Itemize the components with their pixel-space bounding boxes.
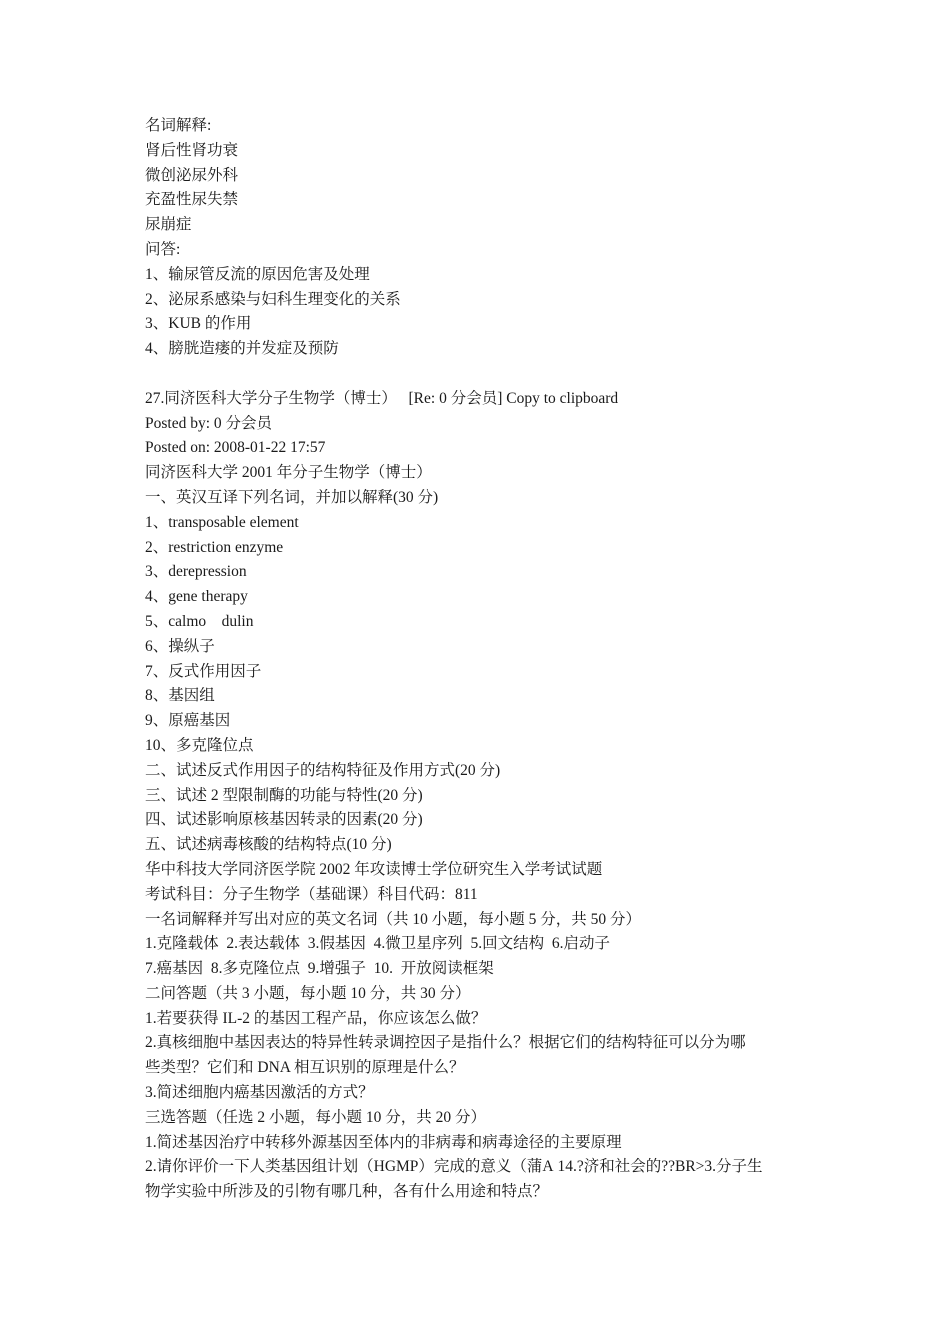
exam-title: 同济医科大学 2001 年分子生物学（博士） xyxy=(145,464,432,482)
question-line: 四、试述影响原核基因转录的因素(20 分) xyxy=(145,811,423,829)
list-item: 尿崩症 xyxy=(145,216,192,234)
list-item: 肾后性肾功衰 xyxy=(145,141,239,159)
list-item: 2、restriction enzyme xyxy=(145,538,284,556)
heading-term-definitions: 名词解释: xyxy=(145,117,212,134)
list-item: 2、泌尿系感染与妇科生理变化的关系 xyxy=(145,290,401,308)
list-item: 8、基因组 xyxy=(145,687,215,705)
list-item: 1.克隆载体 2.表达载体 3.假基因 4.微卫星序列 5.回文结构 6.启动子 xyxy=(145,935,611,953)
list-item: 微创泌尿外科 xyxy=(145,166,239,184)
section-exam-content xyxy=(145,461,825,1205)
spacer xyxy=(145,362,825,387)
section-heading: 二问答题（共 3 小题，每小题 10 分，共 30 分） xyxy=(145,984,471,1002)
list-item: 6、操纵子 xyxy=(145,637,215,655)
question-line: 些类型？它们和 DNA 相互识别的原理是什么？ xyxy=(145,1059,465,1077)
exam-title: 华中科技大学同济医学院 2002 年攻读博士学位研究生入学考试试题 xyxy=(145,860,603,878)
question-line: 二、试述反式作用因子的结构特征及作用方式(20 分) xyxy=(145,761,501,779)
question-line: 物学实验中所涉及的引物有哪几种，各有什么用途和特点？ xyxy=(145,1183,549,1201)
question-line: 五、试述病毒核酸的结构特点(10 分) xyxy=(145,836,392,854)
list-item: 3、derepression xyxy=(145,563,247,581)
list-item: 9、原癌基因 xyxy=(145,712,231,730)
exam-subject: 考试科目：分子生物学（基础课）科目代码：811 xyxy=(145,885,478,903)
heading-questions: 问答: xyxy=(145,240,181,258)
list-item: 7、反式作用因子 xyxy=(145,662,262,680)
list-item: 5、calmo dulin xyxy=(145,612,254,630)
question-line: 1.若要获得 IL-2 的基因工程产品，你应该怎么做？ xyxy=(145,1009,487,1027)
post-re: [Re: 0 分会员] xyxy=(408,389,503,407)
post-title: 27.同济医科大学分子生物学（博士） xyxy=(145,389,397,407)
question-line: 三、试述 2 型限制酶的功能与特性(20 分) xyxy=(145,786,423,804)
section-heading: 一、英汉互译下列名词，并加以解释(30 分) xyxy=(145,488,439,506)
list-item: 3、KUB 的作用 xyxy=(145,315,252,333)
question-line: 3.简述细胞内癌基因激活的方式？ xyxy=(145,1084,374,1102)
question-line: 1.简述基因治疗中转移外源基因至体内的非病毒和病毒途径的主要原理 xyxy=(145,1133,622,1151)
list-item: 1、transposable element xyxy=(145,513,299,531)
question-line: 2.请你评价一下人类基因组计划（HGMP）完成的意义（蒲А 14.?济和社会的??BR>3.分子生 xyxy=(145,1158,763,1176)
list-item: 4、gene therapy xyxy=(145,588,248,606)
list-item: 10、多克隆位点 xyxy=(145,736,254,754)
list-item: 1、输尿管反流的原因危害及处理 xyxy=(145,265,370,283)
post-title-line xyxy=(145,387,825,412)
post-header xyxy=(145,387,825,461)
document-page xyxy=(145,114,825,1205)
list-item: 4、膀胱造瘘的并发症及预防 xyxy=(145,340,339,358)
question-line: 2.真核细胞中基因表达的特异性转录调控因子是指什么？根据它们的结构特征可以分为哪 xyxy=(145,1034,746,1052)
posted-on: Posted on: 2008-01-22 17:57 xyxy=(145,439,326,457)
section-heading: 三选答题（任选 2 小题，每小题 10 分，共 20 分） xyxy=(145,1108,487,1126)
list-item: 7.癌基因 8.多克隆位点 9.增强子 10. 开放阅读框架 xyxy=(145,960,494,978)
section-urology-questions xyxy=(145,114,825,362)
section-heading: 一名词解释并写出对应的英文名词（共 10 小题，每小题 5 分，共 50 分） xyxy=(145,910,642,928)
copy-to-clipboard-link[interactable]: Copy to clipboard xyxy=(506,389,619,407)
posted-by: Posted by: 0 分会员 xyxy=(145,414,273,432)
list-item: 充盈性尿失禁 xyxy=(145,191,239,209)
